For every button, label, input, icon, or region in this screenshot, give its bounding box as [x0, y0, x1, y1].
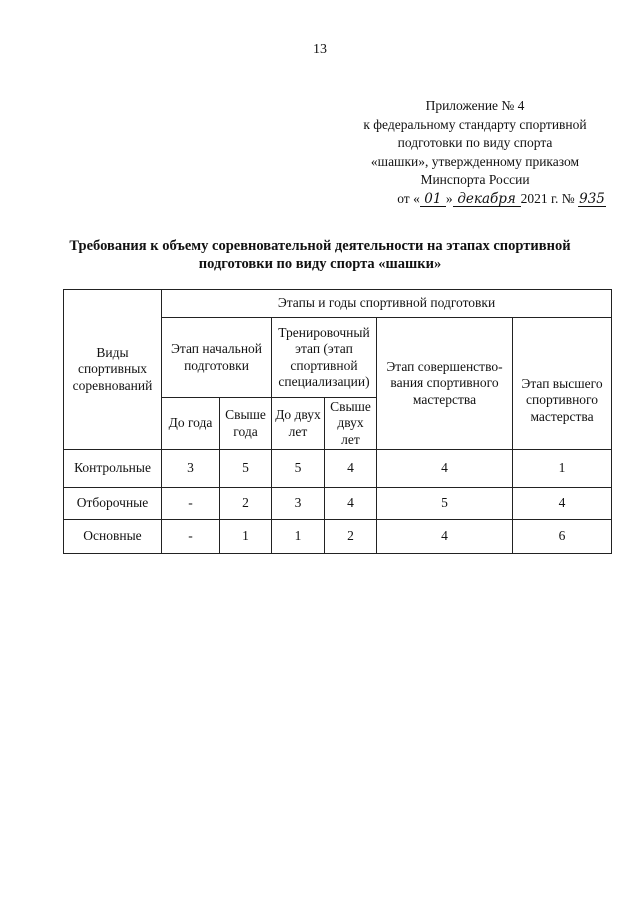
row-label: Основные: [64, 520, 162, 554]
table-row: [64, 520, 612, 554]
appendix-line-1: Приложение № 4: [425, 98, 525, 113]
table-cell: 4: [325, 450, 377, 488]
appendix-line-5: Минспорта России: [420, 172, 530, 187]
table-cell: 5: [377, 488, 513, 520]
requirements-table: [63, 289, 612, 554]
header-stages: Этапы и годы спортивной подготовки: [162, 290, 612, 318]
table-row: [64, 488, 612, 520]
header-stage-higher: Этап высшего спортивного мастерства: [513, 318, 612, 450]
appendix-date-line: [340, 190, 610, 209]
table-cell: 1: [220, 520, 272, 554]
table-cell: -: [162, 520, 220, 554]
table-cell: 1: [272, 520, 325, 554]
sub-training-over-two: Свыше двух лет: [325, 398, 377, 450]
table-cell: 3: [272, 488, 325, 520]
date-day-handwritten: 01: [420, 192, 446, 207]
table-cell: 4: [513, 488, 612, 520]
table-row: [64, 450, 612, 488]
sub-initial-up-to-year: До года: [162, 398, 220, 450]
date-month-handwritten: декабря: [453, 192, 521, 207]
sub-training-up-to-two: До двух лет: [272, 398, 325, 450]
table-cell: 5: [220, 450, 272, 488]
table-cell: 3: [162, 450, 220, 488]
table-cell: 4: [325, 488, 377, 520]
sub-initial-over-year: Свыше года: [220, 398, 272, 450]
table-cell: 1: [513, 450, 612, 488]
order-number-handwritten: 935: [579, 190, 605, 207]
page-number: 13: [313, 42, 327, 57]
header-stage-improvement: Этап совершенство-вания спортивного мастерства: [377, 318, 513, 450]
table-cell: 2: [220, 488, 272, 520]
appendix-line-3: подготовки по виду спорта: [397, 135, 553, 150]
appendix-line-2: к федеральному стандарту спортивной: [363, 116, 587, 132]
table-cell: 4: [377, 520, 513, 554]
date-prefix: от «: [397, 190, 420, 206]
appendix-block: [340, 97, 610, 208]
table-cell: 6: [513, 520, 612, 554]
title-line-1: Требования к объему соревновательной деятельности на этапах спортивной: [69, 238, 571, 254]
appendix-line-4: «шашки», утвержденному приказом: [370, 153, 580, 169]
table-cell: 4: [377, 450, 513, 488]
header-stage-initial: Этап начальной подготовки: [162, 318, 272, 398]
row-label: Контрольные: [64, 450, 162, 488]
table-cell: 5: [272, 450, 325, 488]
table-cell: 2: [325, 520, 377, 554]
header-stage-training: Тренировочный этап (этап спортивной специализации): [272, 318, 377, 398]
row-label: Отборочные: [64, 488, 162, 520]
date-mid: »: [445, 190, 453, 206]
title-line-2: подготовки по виду спорта «шашки»: [198, 256, 442, 272]
date-year: 2021 г. №: [520, 190, 575, 206]
header-competition-types: Виды спортивных соревнований: [64, 290, 162, 450]
document-title: [40, 237, 600, 273]
table-cell: -: [162, 488, 220, 520]
